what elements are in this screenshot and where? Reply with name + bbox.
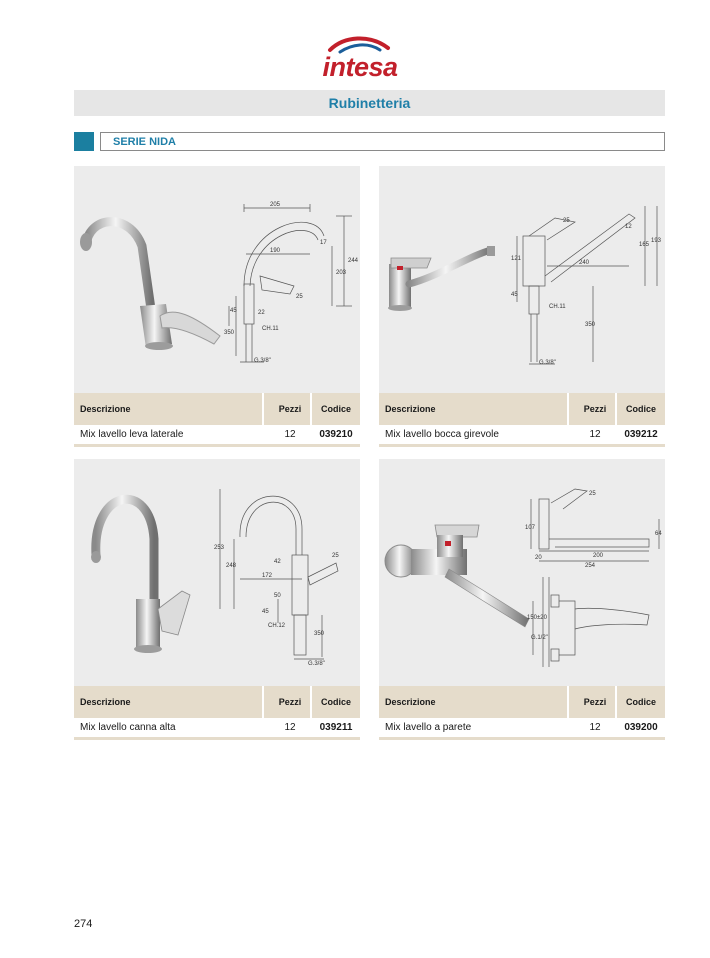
faucet-side-lever-icon <box>74 166 360 393</box>
faucet-wall-mounted-icon <box>379 459 665 686</box>
dim-label: 25 <box>296 294 303 300</box>
table-row <box>379 722 665 736</box>
dim-label: CH.11 <box>262 326 279 332</box>
page-number: 274 <box>74 918 93 930</box>
col-pieces: Pezzi <box>583 697 607 707</box>
table-row <box>74 429 360 443</box>
col-pieces: Pezzi <box>278 404 302 414</box>
dim-label: 172 <box>262 573 273 579</box>
faucet-high-spout-icon <box>74 459 360 686</box>
dim-label: 20 <box>535 555 542 561</box>
product-image-1 <box>74 166 360 393</box>
dim-label: 25 <box>589 491 596 497</box>
product-pieces: 12 <box>589 429 601 440</box>
dim-label: 203 <box>336 270 347 276</box>
dim-label: 165 <box>639 242 650 248</box>
dim-label: 253 <box>214 545 225 551</box>
col-description: Descrizione <box>385 697 436 707</box>
dim-label: 12 <box>625 224 632 230</box>
dim-label: 254 <box>585 563 596 569</box>
divider <box>567 686 569 718</box>
dim-label: 25 <box>332 553 339 559</box>
dim-label: G.1/2" <box>531 635 548 641</box>
product-code: 039200 <box>624 722 658 733</box>
product-pieces: 12 <box>284 429 296 440</box>
table-header <box>379 686 665 718</box>
faucet-swivel-spout-icon <box>379 166 665 393</box>
col-code: Codice <box>625 697 656 707</box>
dim-label: G.3/8" <box>308 661 325 667</box>
dim-label: 25 <box>563 218 570 224</box>
dim-label: 22 <box>258 310 265 316</box>
page-title: Rubinetteria <box>328 95 411 111</box>
dim-label: 244 <box>348 258 359 264</box>
series-header <box>100 132 665 151</box>
dim-label: 64 <box>655 531 662 537</box>
col-pieces: Pezzi <box>278 697 302 707</box>
dim-label: 248 <box>226 563 237 569</box>
dim-label: 190 <box>270 248 281 254</box>
dim-label: 45 <box>511 292 518 298</box>
dim-label: 350 <box>585 322 596 328</box>
dim-label: 45 <box>230 308 237 314</box>
dim-label: 107 <box>525 525 536 531</box>
product-image-2 <box>379 166 665 393</box>
series-marker <box>74 132 94 151</box>
brand-name: intesa <box>322 52 398 82</box>
dim-label: G.3/8" <box>539 360 556 366</box>
product-code: 039211 <box>319 722 353 733</box>
divider <box>262 393 264 425</box>
dim-label: 193 <box>651 238 662 244</box>
col-code: Codice <box>625 404 656 414</box>
col-description: Descrizione <box>80 404 131 414</box>
divider <box>567 393 569 425</box>
dim-label: 200 <box>593 553 604 559</box>
product-code: 039212 <box>624 429 658 440</box>
table-row <box>74 722 360 736</box>
product-description: Mix lavello canna alta <box>80 722 176 733</box>
product-pieces: 12 <box>284 722 296 733</box>
dim-label: 50 <box>274 593 281 599</box>
table-header <box>74 686 360 718</box>
series-title: SERIE NIDA <box>113 136 176 148</box>
dim-label: G.3/8" <box>254 358 271 364</box>
dim-label: 17 <box>320 240 327 246</box>
col-pieces: Pezzi <box>583 404 607 414</box>
table-header <box>74 393 360 425</box>
col-code: Codice <box>320 404 351 414</box>
table-header <box>379 393 665 425</box>
product-pieces: 12 <box>589 722 601 733</box>
dim-label: 150±20 <box>527 615 547 621</box>
section-title-bar <box>74 90 665 116</box>
divider <box>262 686 264 718</box>
col-description: Descrizione <box>80 697 131 707</box>
product-description: Mix lavello a parete <box>385 722 472 733</box>
dim-label: 240 <box>579 260 590 266</box>
row-underline <box>74 737 360 740</box>
table-row <box>379 429 665 443</box>
dim-label: 205 <box>270 202 281 208</box>
product-image-3 <box>74 459 360 686</box>
dim-label: CH.12 <box>268 623 286 629</box>
brand-logo <box>300 34 420 84</box>
row-underline <box>379 444 665 447</box>
col-description: Descrizione <box>385 404 436 414</box>
dim-label: CH.11 <box>549 304 566 310</box>
col-code: Codice <box>320 697 351 707</box>
dim-label: 350 <box>224 330 235 336</box>
dim-label: 350 <box>314 631 325 637</box>
row-underline <box>379 737 665 740</box>
dim-label: 121 <box>511 256 522 262</box>
product-code: 039210 <box>319 429 353 440</box>
product-image-4 <box>379 459 665 686</box>
product-description: Mix lavello bocca girevole <box>385 429 499 440</box>
row-underline <box>74 444 360 447</box>
product-description: Mix lavello leva laterale <box>80 429 184 440</box>
dim-label: 42 <box>274 559 281 565</box>
dim-label: 45 <box>262 609 269 615</box>
